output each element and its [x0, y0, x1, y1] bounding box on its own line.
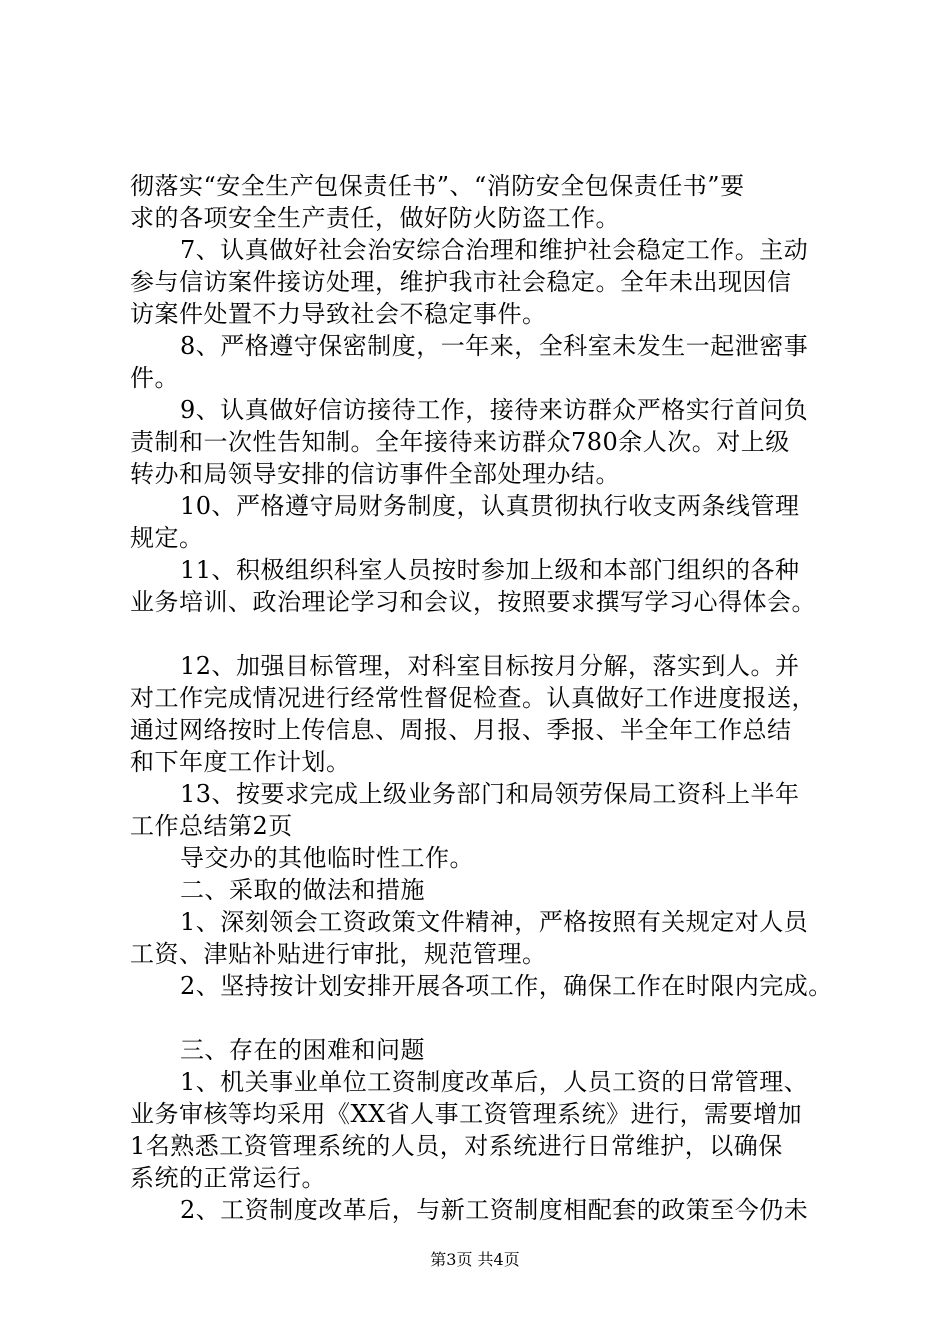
text-line: 对工作完成情况进行经常性督促检查。认真做好工作进度报送， — [130, 684, 816, 712]
blank-line — [130, 1002, 845, 1034]
section-3-item-1-line: 1、机关事业单位工资制度改革后，人员工资的日常管理、 — [180, 1068, 809, 1096]
paragraph-10-line: 10、严格遵守局财务制度，认真贯彻执行收支两条线管理 — [180, 492, 800, 520]
text-line: 工资、津贴补贴进行审批，规范管理。 — [130, 940, 547, 968]
text-line: 规定。 — [130, 524, 204, 552]
paragraph-13-line: 13、按要求完成上级业务部门和局领劳保局工资科上半年 — [180, 780, 800, 808]
text-line: 系统的正常运行。 — [130, 1164, 326, 1192]
page-footer: 第3页 共4页 — [430, 1250, 520, 1269]
paragraph-8-line: 8、严格遵守保密制度，一年来，全科室未发生一起泄密事 — [180, 332, 809, 360]
text-line: 责制和一次性告知制。全年接待来访群众780余人次。对上级 — [130, 428, 790, 456]
text-line: 求的各项安全生产责任，做好防火防盗工作。 — [130, 204, 620, 232]
paragraph-9-line: 9、认真做好信访接待工作，接待来访群众严格实行首问负 — [180, 396, 809, 424]
text-line: 工作总结第2页 — [130, 812, 293, 840]
text-line: 通过网络按时上传信息、周报、月报、季报、半全年工作总结 — [130, 716, 792, 744]
section-heading-3: 三、存在的困难和问题 — [180, 1036, 425, 1064]
paragraph-12-line: 12、加强目标管理，对科室目标按月分解，落实到人。并 — [180, 652, 800, 680]
paragraph-7-line: 7、认真做好社会治安综合治理和维护社会稳定工作。主动 — [180, 236, 809, 264]
text-line: 导交办的其他临时性工作。 — [180, 844, 474, 872]
blank-line — [130, 618, 845, 650]
document-body — [130, 170, 845, 1226]
text-line: 彻落实“安全生产包保责任书”、“消防安全包保责任书”要 — [130, 172, 745, 200]
paragraph-11-line: 11、积极组织科室人员按时参加上级和本部门组织的各种 — [180, 556, 800, 584]
section-heading-2: 二、采取的做法和措施 — [180, 876, 425, 904]
text-line: 转办和局领导安排的信访事件全部处理办结。 — [130, 460, 620, 488]
text-line: 和下年度工作计划。 — [130, 748, 351, 776]
section-3-item-2-line: 2、工资制度改革后，与新工资制度相配套的政策至今仍未 — [180, 1196, 809, 1224]
text-line: 参与信访案件接访处理，维护我市社会稳定。全年未出现因信 — [130, 268, 792, 296]
text-line: 件。 — [130, 364, 179, 392]
text-line: 业务审核等均采用《XX省人事工资管理系统》进行，需要增加 — [130, 1100, 803, 1128]
text-line: 业务培训、政治理论学习和会议，按照要求撰写学习心得体会。 — [130, 588, 816, 616]
text-line: 访案件处置不力导致社会不稳定事件。 — [130, 300, 547, 328]
section-2-item-2-line: 2、坚持按计划安排开展各项工作，确保工作在时限内完成。 — [180, 972, 833, 1000]
section-2-item-1-line: 1、深刻领会工资政策文件精神，严格按照有关规定对人员 — [180, 908, 809, 936]
text-line: 1名熟悉工资管理系统的人员，对系统进行日常维护，以确保 — [130, 1132, 783, 1160]
